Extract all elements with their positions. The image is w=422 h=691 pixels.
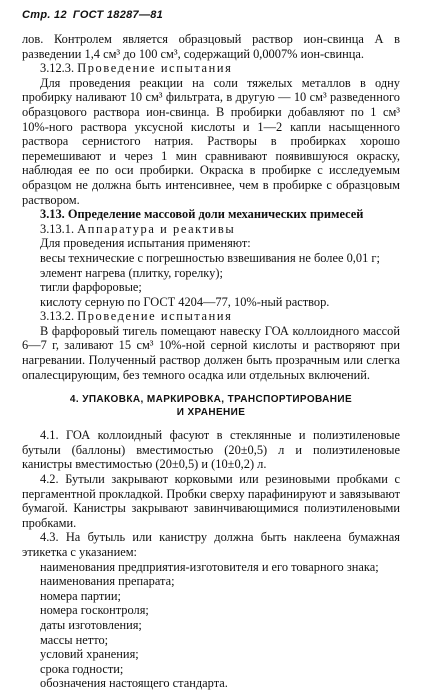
paragraph-3-12-2-continuation: лов. Контролем является образцовый раствор ион-свинца А в разведении 1,4 см³ до 100 см³, содержащий 0,0007% ион-свинца.	[22, 32, 400, 61]
list-item: условий хранения;	[40, 647, 139, 662]
paragraph-4-2: 4.2. Бутыли закрывают корковыми или резиновыми пробками с пергаментной прокладкой. Пробки сверху парафинируют и завязывают бумагой. Канистры закрывают завинчивающимися полиэтиленовыми пробками.	[22, 472, 400, 530]
section-number: 3.13.2.	[40, 309, 75, 324]
list-intro: Для проведения испытания применяют:	[40, 236, 251, 251]
heading-3-13-1	[22, 222, 400, 237]
list-item: элемент нагрева (плитку, горелку);	[40, 265, 223, 280]
page-header	[22, 9, 400, 24]
section-title: Аппаратура и реактивы	[77, 221, 236, 236]
list-item: даты изготовления;	[40, 617, 142, 632]
section-number: 3.13.1.	[40, 221, 75, 236]
list-item: номера партии;	[40, 588, 122, 603]
paragraph-4-3: 4.3. На бутыль или канистру должна быть наклеена бумажная этикетка с указанием:	[22, 530, 400, 559]
standard-code: ГОСТ 18287—81	[72, 9, 164, 21]
document-body	[22, 32, 400, 691]
list-item: номера госконтроля;	[40, 603, 149, 618]
section-4-heading-line-2: И ХРАНЕНИЕ	[176, 407, 246, 419]
paragraph-3-12-3: Для проведения реакции на соли тяжелых металлов в одну пробирку наливают 10 см³ фильтрата, в другую — 10 см³ разведенного образцового раствора ион-свинца. В пробирки добавляют по 1 см³ 10%-ного раствора уксусной кислоты и 1—2 капли насыщенного раствора сернистого натрия. Растворы в пробирках хорошо перемешивают и через 1 мин сравнивают появившуюся окраску, наблюдая ее по оси пробирки. Окраска в пробирке с исследуемым образцом не должна быть интенсивнее, чем в пробирке с образцовым раствором.	[22, 75, 400, 207]
section-title: Проведение испытания	[77, 61, 233, 76]
list-item: кислоту серную по ГОСТ 4204—77, 10%-ный раствор.	[40, 294, 330, 309]
paragraph-4-1: 4.1. ГОА коллоидный фасуют в стеклянные и полиэтиленовые бутыли (баллоны) вместимостью (20±0,5) л и полиэтиленовые канистры вместимостью (20±0,5) и (10±0,2) л.	[22, 428, 400, 472]
heading-3-13: 3.13. Определение массовой доли механических примесей	[40, 207, 364, 222]
list-item: обозначения настоящего стандарта.	[40, 676, 228, 691]
section-4-heading-line-1: 4. УПАКОВКА, МАРКИРОВКА, ТРАНСПОРТИРОВАНИЕ	[69, 394, 353, 406]
paragraph-3-13-2: В фарфоровый тигель помещают навеску ГОА коллоидного массой 6—7 г, заливают 15 см³ 10%-ной серной кислоты и растворяют при нагревании. Полученный раствор должен быть прозрачным или слегка опалесцирующим, без темного осадка или отдельных включений.	[22, 323, 400, 382]
section-4-heading	[22, 393, 400, 419]
section-number: 3.12.3.	[40, 61, 75, 76]
list-item: тигли фарфоровые;	[40, 280, 142, 295]
section-title: Проведение испытания	[77, 309, 233, 324]
list-item: наименования предприятия-изготовителя и его товарного знака;	[40, 559, 379, 574]
list-item: наименования препарата;	[40, 574, 175, 589]
list-item: срока годности;	[40, 661, 124, 676]
heading-3-13-2	[22, 309, 400, 324]
heading-3-12-3	[22, 61, 400, 76]
list-item: массы нетто;	[40, 632, 109, 647]
page-number: Стр. 12	[22, 9, 67, 21]
list-item: весы технические с погрешностью взвешивания не более 0,01 г;	[40, 250, 380, 265]
